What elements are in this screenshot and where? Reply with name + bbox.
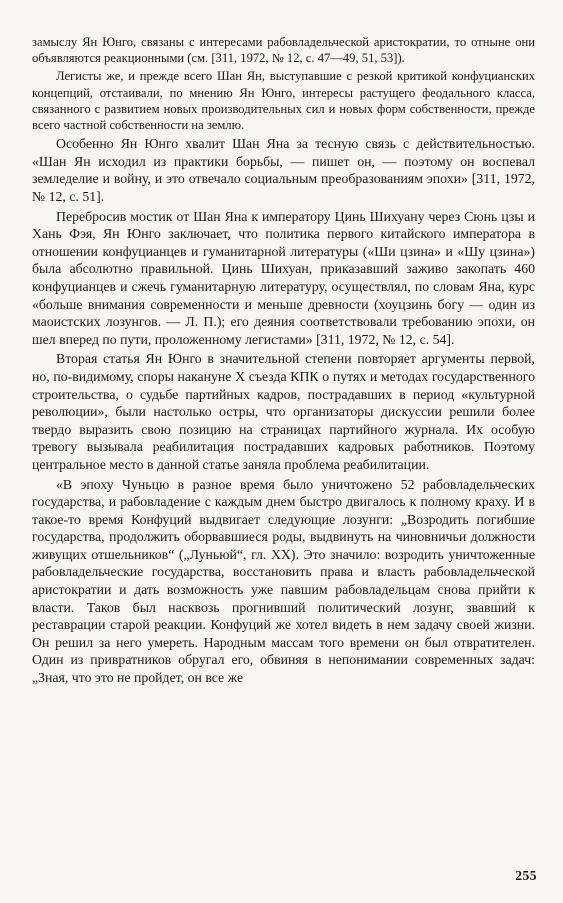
paragraph-6: «В эпоху Чуньцю в разное время было уничтожено 52 рабовладельческих государства, и рабовладение с каждым днем быстро двигалось к полному краху. И в такое-то время Конфуций выдвигает следующие лозунги: „Возродить погибшие государства, продолжить оборвавшиеся роды, выдвинуть на чиновничьи должности живущих отшельников“ („Луньюй“, гл. XX). Это значило: возродить уничтоженные рабовладельческие государства, восстановить права и власть рабовладельческой аристократии и дать возможность уже павшим рабовладельцам снова прийти к власти. Таков был насквозь прогнивший политический лозунг, звавший к реставрации старой реакции. Конфуций же хотел видеть в нем задачу своей жизни. Он решил за него умереть. Народным массам того времени он был отвратителен. Один из привратников обругал его, обвиняя в непонимании современных задач: „Зная, что это не пройдет, он все же: [32, 476, 535, 686]
page-number: 255: [515, 868, 537, 883]
paragraph-5: Вторая статья Ян Юнго в значительной степени повторяет аргументы первой, но, по-видимому, споры накануне X съезда КПК о путях и методах государственного строительства, о судьбе партийных кадров, пострадавших в период «культурной революции», были настолько остры, что организаторы дискуссии решили более твердо выразить свою позицию на страницах партийного журнала. Их особую тревогу вызывала реабилитация пострадавших кадровых работников. Поэтому центральное место в данной статье заняла проблема реабилитации.: [32, 351, 535, 472]
paragraph-4: Перебросив мостик от Шан Яна к императору Цинь Шихуану через Сюнь цзы и Хань Фэя, Ян Юнго заключает, что политика первого китайского императора в отношении конфуцианцев и гуманитарной литературы («Ши цзина» и «Шу цзина») была абсолютно правильной. Цинь Шихуан, приказавший заживо закопать 460 конфуцианцев и сжечь гуманитарную литературу, осуществлял, по словам Яна, курс «больше внимания современности и меньше древности (хоуцзинь богу — один из маоистских лозунгов. — Л. П.); его деяния соответствовали требованию эпохи, он шел вперед по пути, проложенному легистами» [311, 1972, № 12, с. 54].: [32, 208, 535, 347]
paragraph-2: Легисты же, и прежде всего Шан Ян, выступавшие с резкой критикой конфуцианских концепций, отстаивали, по мнению Ян Юнго, интересы растущего феодального класса, связанного с развитием новых производительных сил и новых форм собственности, прежде всего частной собственности на землю.: [32, 69, 535, 133]
paragraph-3: Особенно Ян Юнго хвалит Шан Яна за тесную связь с действительностью. «Шан Ян исходил из практики борьбы, — пишет он, — поэтому он воспевал земледелие и войну, и это отвечало социальным преобразованиям эпохи» [311, 1972, № 12, с. 51].: [32, 136, 535, 204]
paragraph-1: замыслу Ян Юнго, связаны с интересами рабовладельческой аристократии, то отныне они объявляются реакционными (см. [311, 1972, № 12, с. 47—49, 51, 53]).: [32, 35, 535, 66]
